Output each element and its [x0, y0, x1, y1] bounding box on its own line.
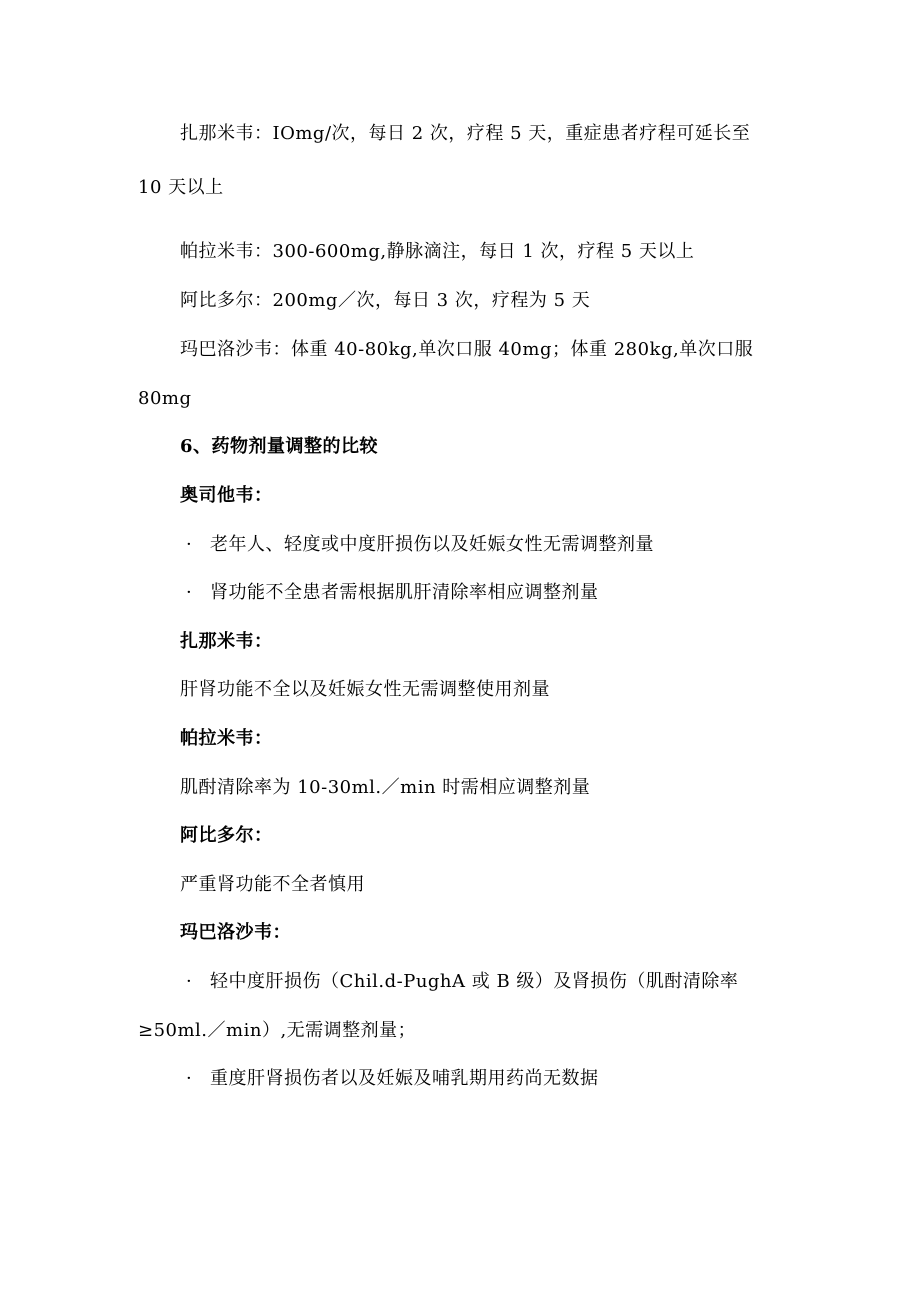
zanamivir-dosage-line-2: 10 天以上 — [138, 177, 224, 198]
peramivir-title: 帕拉米韦： — [180, 728, 273, 749]
arbidol-title: 阿比多尔： — [180, 825, 273, 846]
oseltamivir-bullet-2 — [186, 581, 599, 605]
baloxavir-item-2: 重度肝肾损伤者以及妊娠及哺乳期用药尚无数据 — [210, 1068, 599, 1089]
baloxavir-bullet-2 — [186, 1067, 599, 1091]
peramivir-adjustment: 肌酎清除率为 10-30ml.／min 时需相应调整剂量 — [180, 777, 591, 798]
zanamivir-title: 扎那米韦： — [180, 631, 273, 652]
oseltamivir-item-2: 肾功能不全患者需根据肌肝清除率相应调整剂量 — [210, 582, 599, 603]
baloxavir-dosage-line-1: 玛巴洛沙韦：体重 40-80kg,单次口服 40mg；体重 280kg,单次口服 — [180, 339, 754, 360]
zanamivir-dosage-line-1: 扎那米韦：IOmg/次，每日 2 次，疗程 5 天，重症患者疗程可延长至 — [180, 123, 751, 144]
baloxavir-item-1-line-1: 轻中度肝损伤（Chil.d-PughA 或 B 级）及肾损伤（肌酎清除率 — [210, 971, 739, 992]
arbidol-adjustment: 严重肾功能不全者慎用 — [180, 874, 365, 895]
bullet-icon: · — [186, 534, 193, 555]
oseltamivir-title: 奥司他韦： — [180, 485, 273, 506]
bullet-icon: · — [186, 971, 193, 992]
arbidol-dosage: 阿比多尔：200mg／次，每日 3 次，疗程为 5 天 — [180, 290, 591, 311]
zanamivir-adjustment: 肝肾功能不全以及妊娠女性无需调整使用剂量 — [180, 679, 550, 700]
peramivir-dosage: 帕拉米韦：300-600mg,静脉滴注，每日 1 次，疗程 5 天以上 — [180, 241, 695, 262]
baloxavir-bullet-1 — [186, 970, 738, 994]
section-heading: 6、药物剂量调整的比较 — [180, 436, 379, 457]
baloxavir-dosage-line-2: 80mg — [138, 388, 192, 409]
oseltamivir-item-1: 老年人、轻度或中度肝损伤以及妊娠女性无需调整剂量 — [210, 534, 654, 555]
bullet-icon: · — [186, 582, 193, 603]
oseltamivir-bullet-1 — [186, 533, 654, 557]
bullet-icon: · — [186, 1068, 193, 1089]
baloxavir-item-1-line-2: ≥50ml.／min）,无需调整剂量； — [138, 1020, 417, 1041]
baloxavir-title: 玛巴洛沙韦： — [180, 922, 291, 943]
